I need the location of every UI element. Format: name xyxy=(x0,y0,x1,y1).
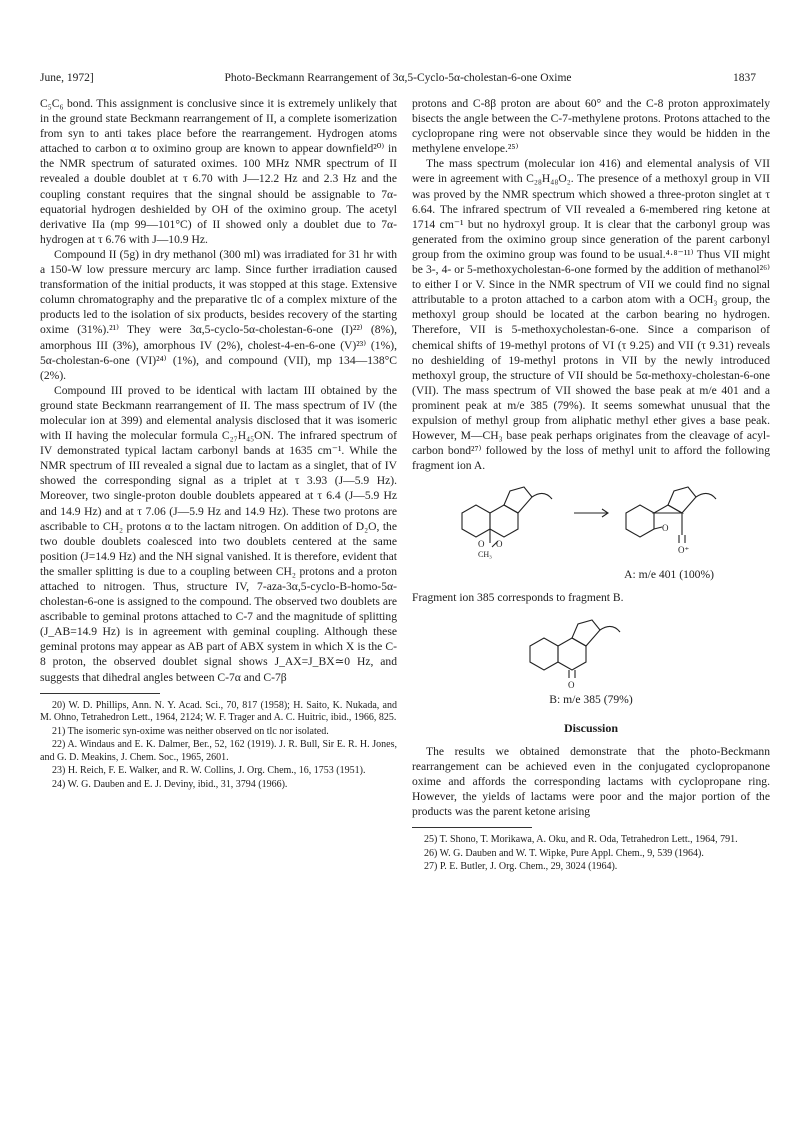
paragraph: Fragment ion 385 corresponds to fragment B. xyxy=(412,591,624,605)
footnote: 20) W. D. Phillips, Ann. N. Y. Acad. Sci., 70, 817 (1958); H. Saito, K. Nukada, and M. Ohno, Tetrahedron Lett., 1964, 2124; W. F. Trager and A. C. Huitric, ibid., 1966, 825. xyxy=(40,699,397,724)
section-heading: Discussion xyxy=(563,720,619,735)
left-column xyxy=(40,96,397,792)
structure-b-svg xyxy=(412,616,770,692)
paragraph: The results we obtained demonstrate that the photo-Beckmann rearrangement can be achieved even in the conjugated cyclopropanone oxime and affords the corresponding lactams with cyclopropane ring. However, the yields of lactams were poor and the major portion of the products was the parent ketone arising xyxy=(412,744,770,819)
paragraph: C₅C₆ bond. This assignment is conclusive since it is extremely unlikely that in the ground state Beckmann rearrangement of II, a complete isomerization from syn to anti takes place before the rearrangement. Hydrogen atoms attached to carbon α to oximino group are known to appear downfield²⁰⁾ in the NMR spectrum of saturated oximes. 100 MHz NMR spectrum of II revealed a double doublet at τ 6.70 with J—12.2 Hz and 2.3 Hz and the coupling constant requires that the singnal should be assignable to 7α-equatorial hydrogen deshielded by OH of the oximino group. The acetyl derivative IIa (mp 99—101°C) of II showed only a doublet due to 7α-hydrogen at τ 6.76 with J—10.9 Hz. xyxy=(40,97,397,246)
footnote-rule xyxy=(40,693,160,694)
running-header xyxy=(40,72,756,88)
caption-a: A: m/e 401 (100%) xyxy=(624,568,714,582)
header-title: Photo-Beckmann Rearrangement of 3α,5-Cyclo-5α-cholestan-6-one Oxime xyxy=(224,72,572,84)
atom-label: CH₃ xyxy=(478,550,492,560)
footnote: 24) W. G. Dauben and E. J. Deviny, ibid., 31, 3794 (1966). xyxy=(52,778,288,790)
footnote: 21) The isomeric syn-oxime was neither observed on tlc nor isolated. xyxy=(52,725,329,737)
footnote-rule xyxy=(412,827,532,828)
footnote: 23) H. Reich, F. E. Walker, and R. W. Collins, J. Org. Chem., 16, 1753 (1951). xyxy=(52,765,366,777)
footnotes xyxy=(40,700,397,792)
page-number: 1837 xyxy=(733,72,756,84)
footnote: 22) A. Windaus and E. K. Dalmer, Ber., 52, 162 (1919). J. R. Bull, Sir E. R. H. Jones, and G. D. Meakins, J. Chem. Soc., 1965, 2601. xyxy=(40,739,397,763)
right-column xyxy=(412,96,770,875)
atom-label: O xyxy=(478,539,485,550)
atom-label: O xyxy=(568,679,575,690)
atom-label: O⁺ xyxy=(678,545,690,556)
atom-label: O xyxy=(496,539,503,550)
footnotes xyxy=(412,834,770,874)
structure-a-svg xyxy=(412,483,770,575)
structure-figure-a xyxy=(412,483,770,575)
footnote: 26) W. G. Dauben and W. T. Wipke, Pure Appl. Chem., 9, 539 (1964). xyxy=(424,847,704,859)
footnote: 27) P. E. Butler, J. Org. Chem., 29, 3024 (1964). xyxy=(424,861,618,873)
paragraph: Compound III proved to be identical with lactam III obtained by the ground state Beckmann rearrangement of II. The mass spectrum of IV (the molecular ion at 399) and elemental analysis disclosed that it was isomeric with II having the molecular formula C₂₇H₄₅ON. The infrared spectrum of IV demonstrated typical lactam carbonyl bands at 1635 cm⁻¹. While the NMR spectrum of III revealed a signal due to lactam as a singlet, that of IV showed the corresponding signal as a triplet at τ 3.93 (J—5.9 Hz). Moreover, two single-proton double doublets appeared at τ 6.4 (J—5.9 Hz and 14.9 Hz) and at τ 7.06 (J—5.9 Hz and 14.9 Hz). These two protons are ascribable to CH₂ protons α to the lactam nitrogen. On addition of D₂O, the two double doublets coalesced into two doublets centered at the same position (J=14.9 Hz) and the NH signal vanished. It is therefore, evident that the smaller splitting is due to a coupling between CH₂ protons and a proton attached to nitrogen. Thus, structure IV, 7-aza-3α,5-cyclo-B-homo-5α-cholestan-6-one is assigned to the compound. The observed two doublets are ascribable to geminal protons attached to C-7 and the magnitude of splitting (J_AB=14.9 Hz) is in agreement with geminal coupling. Although these geminal protons may appear as AB part of ABX system in which X is the C-8 proton, the observed doublet signal shows J_AX=J_BX≃0 Hz, and suggests that dihedral angles between C-7α and C-7β xyxy=(40,383,397,684)
header-date: June, 1972] xyxy=(40,72,94,84)
paragraph: The mass spectrum (molecular ion 416) and elemental analysis of VII were in agreement with C₂₈H₄₈O₂. The presence of a methoxyl group in VII was proved by the NMR spectrum which showed a three-proton singlet at τ 6.64. The infrared spectrum of VII revealed a 6-membered ring ketone at 1714 cm⁻¹ but no hydroxyl group. It is clear that the carbonyl group was generated from the oximino group since generation of the parent carbonyl group from the oximino group was found to be usual.⁴·⁸⁻¹¹⁾ Thus VII might be 3-, 4- or 5-methoxycholestan-6-one formed by the addition of methanol²⁶⁾ to either I or V. Since in the NMR spectrum of VII we could find no signal attributable to a proton attached to a carbon atom with a OCH₃ group, the methoxyl group should be located at the carbon bearing no hydrogen. Therefore, VII is 5-methoxycholestan-6-one. Since a comparison of chemical shifts of 19-methyl protons of VI (τ 9.25) and VII (τ 9.31) reveals no deshielding of 19-methyl protons in VII by the newly introduced methoxyl group, the structure of VII should be 5α-methoxy-cholestan-6-one (VII). The mass spectrum of VII showed the base peak at m/e 401 and a prominent peak at m/e 385 (79%). It seems somewhat unusual that the expulsion of methyl group from aliphatic methyl ether gives a base peak. However, M—CH₃ base peak perhaps originates from the cleavage of acyl-carbon bond²⁷⁾ followed by the loss of methyl unit to afford the following fragment ion A. xyxy=(412,157,770,473)
atom-label: O xyxy=(662,523,669,534)
footnote: 25) T. Shono, T. Morikawa, A. Oku, and R. Oda, Tetrahedron Lett., 1964, 791. xyxy=(424,834,738,846)
caption-b: B: m/e 385 (79%) xyxy=(549,692,633,706)
paragraph: Compound II (5g) in dry methanol (300 ml) was irradiated for 31 hr with a 150-W low pressure mercury arc lamp. Since further irradiation caused transformation of the initial products, it was stopped at this stage. Extensive column chromatography and the preparative tlc of a complex mixture of the products led to the isolation of six products, besides recovery of the starting oxime (31%).²¹⁾ They were 3α,5-cyclo-5α-cholestan-6-one (I)²²⁾ (8%), amorphous III (3%), amorphous IV (2%), cholest-4-en-6-one (V)²³⁾ (1%), 5α-cholestan-6-one (VI)²⁴⁾ (1%), and compound (VII), mp 134—138°C (2%). xyxy=(40,247,397,382)
paragraph: protons and C-8β proton are about 60° and the C-8 proton approximately bisects the angle between the C-7-methylene protons. Protons attached to the cyclopropane ring were not observable since they would be hidden in the methylene envelope.²⁵⁾ xyxy=(412,97,770,156)
structure-figure-b xyxy=(412,616,770,692)
